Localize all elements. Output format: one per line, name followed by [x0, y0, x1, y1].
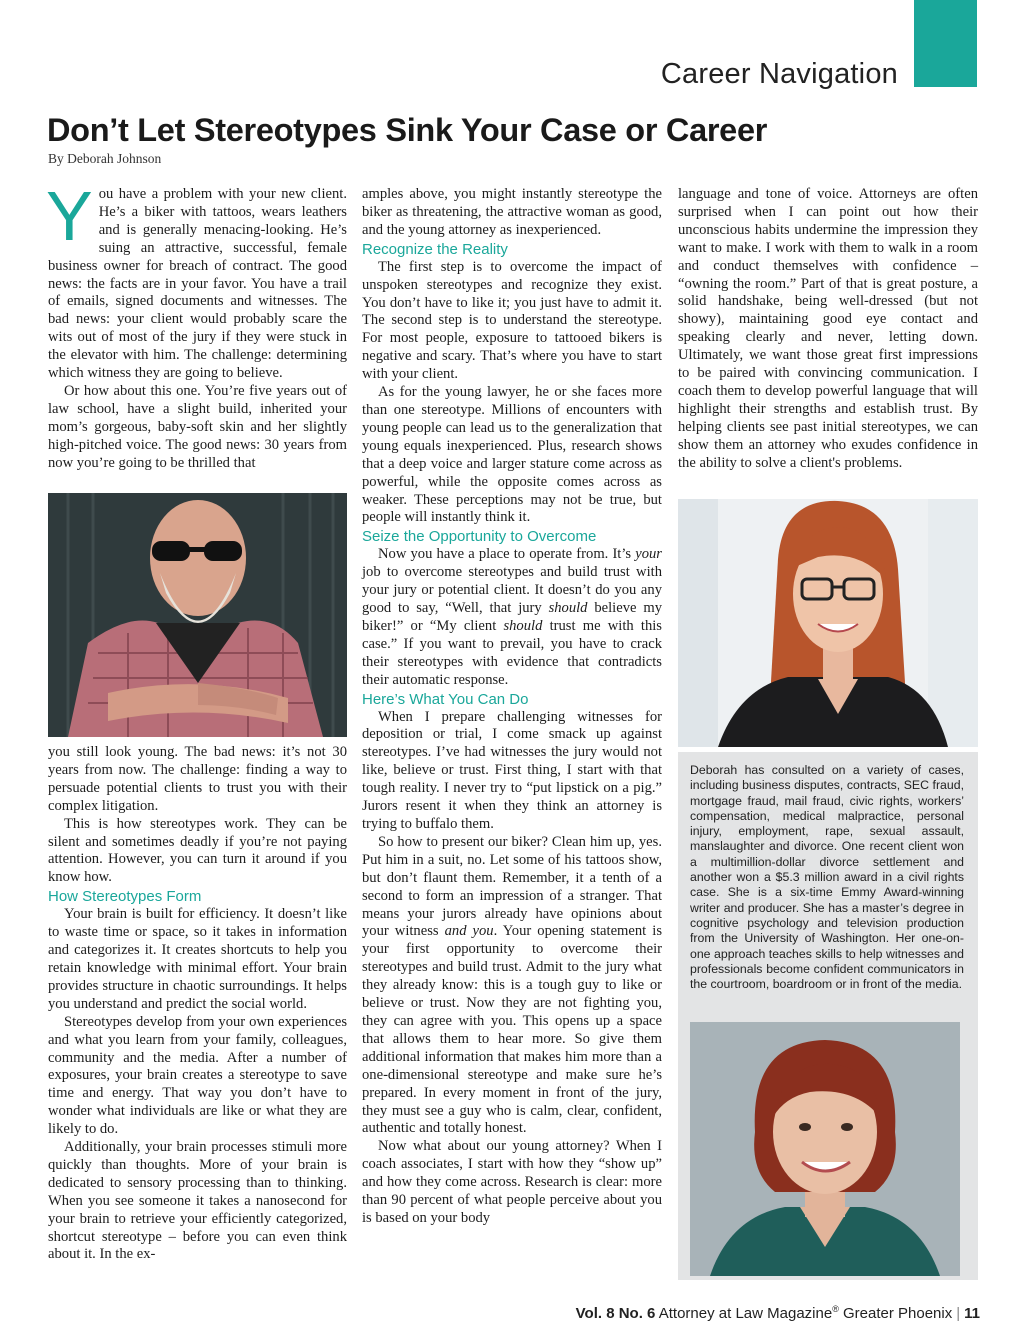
magazine-name: Attorney at Law Magazine [658, 1305, 833, 1322]
page-number: 11 [964, 1305, 980, 1322]
photo-tattooed-biker [48, 493, 347, 737]
footer-separator: | [956, 1305, 961, 1322]
column-3 [678, 186, 978, 473]
photo-young-attorney [678, 499, 978, 747]
section-color-tab [914, 0, 977, 87]
article-headline: Don’t Let Stereotypes Sink Your Case or Career [47, 112, 768, 148]
registered-mark: ® [832, 1304, 839, 1314]
paragraph: language and tone of voice. Attorneys are often surprised when I can point out how their unconscious habits undermine the impression they want to make. I work with them to walk in a room and conduct themselves with confidence – “owning the room.” Part of that is great posture, a solid handshake, being well-dressed (but not showy), maintaining good eye contact and speaking clearly and never, letting down. Ultimately, we want those great first impressions to be paired with convincing communication. I coach them to develop powerful language that will highlight their strengths and establish trust. By helping clients see past initial stereotypes, we can show them an attorney who exudes confidence in the ability to solve a client's problems. [678, 186, 978, 471]
paragraph: You have a problem with your new client. He’s a biker with tattoos, wears leathers and is generally menacing-looking. He’s suing an attractive, successful, female business owner for breach of contract. The good news: the facts are in your favor. You have a trail of emails, signed documents and witnesses. The bad news: your client would probably scare the wits out of most of the jury if they were stuck in the elevator with him. The challenge: determining which witness they are going to believe. [46, 177, 347, 382]
drop-cap: Y [46, 177, 93, 255]
column-1-bottom [48, 744, 347, 1264]
paragraph: The first step is to overcome the impact of unspoken stereotypes and recognize they exist. You don’t have to like it; you just have to admit it. The second step is to understand the stereotype. For most people, exposure to tattooed bikers is negative and scary. That’s where you have to start with your client. [362, 258, 662, 383]
photo-author-deborah-johnson [690, 1022, 960, 1276]
paragraph: Now you have a place to operate from. It’s your job to overcome stereotypes and build trust with your jury or potential client. It doesn’t do you any good to say, “Well, that jury should believe my biker!” or “My client should trust me with this case.” If you want to prevail, you have to crack their stereotypes with evidence that contradicts their automatic response. [362, 546, 662, 688]
paragraph: Or how about this one. You’re five years out of law school, have a slight build, inherited your mom’s gorgeous, baby-soft skin and her slightly high-pitched voice. The good news: 30 years from now you’re going to be thrilled that [48, 382, 347, 471]
paragraph: you still look young. The bad news: it’s not 30 years from now. The challenge: finding a way to persuade potential clients to trust you with their complex litigation. [48, 744, 347, 814]
subheading-how-stereotypes-form: How Stereotypes Form [48, 888, 202, 906]
paragraph: amples above, you might instantly stereotype the biker as threatening, the attractive woman as good, and the young attorney as inexperienced. [362, 186, 662, 238]
paragraph: As for the young lawyer, he or she faces more than one stereotype. Millions of encounters with young people can lead us to the generalization that young equals inexperienced. Plus, research shows that a deep voice and larger stature come across as powerful, while the opposite comes across as weaker. These perceptions may not be true, but people will instantly think it. [362, 384, 662, 526]
page-footer [576, 1304, 980, 1322]
issue-volume: Vol. 8 No. 6 [575, 1305, 656, 1322]
subheading-seize-the-opportunity: Seize the Opportunity to Overcome [362, 528, 597, 546]
column-1-top [46, 177, 347, 473]
section-title: Career Navigation [660, 58, 898, 90]
paragraph: Now what about our young attorney? When I coach associates, I start with how they “show up” and how they come across. Research is clear: more than 90 percent of what people perceive about you is based on your body [362, 1138, 662, 1226]
author-bio: Deborah has consulted on a variety of cases, including business disputes, contracts, SEC fraud, mortgage fraud, mail fraud, civic rights, workers’ compensation, medical malpractice, personal injury, employment, rape, sexual assault, manslaughter and divorce. One recent client won a multimillion-dollar divorce settlement and another won a $5.3 million award in a civil rights case. She is a six-time Emmy Award-winning writer and producer. She has a master’s degree in cognitive psychology and television production from the University of Washington. Her one-on-one approach teaches skills to help witnesses and professionals become confident communicators in the courtroom, boardroom or in front of the media. [690, 763, 964, 992]
subheading-recognize-the-reality: Recognize the Reality [362, 240, 508, 258]
byline: By Deborah Johnson [48, 151, 162, 166]
paragraph: When I prepare challenging witnesses for deposition or trial, I come smack up against stereotypes. I’ve had witnesses the jury would not like, believe or trust. First thing, I start with that tough reality. I never try to “put lipstick on a pig.” Jurors resent it when they think an attorney is trying to buffalo them. [362, 708, 662, 832]
paragraph: This is how stereotypes work. They can be silent and sometimes deadly if you’re not paying attention. However, you can turn it around if you know how. [48, 815, 347, 886]
subheading-heres-what-you-can-do: Here’s What You Can Do [362, 690, 529, 708]
column-2 [362, 186, 662, 1228]
paragraph: Additionally, your brain processes stimuli more quickly than thoughts. More of your brain is dedicated to sensory processing than to thinking. When you see someone it takes a nanosecond for your brain to retrieve your efficiently categorized, shortcut stereotype – before you can even think about it. In the ex- [48, 1139, 347, 1263]
paragraph: So how to present our biker? Clean him up, yes. Put him in a suit, no. Let some of his tattoos show, but don’t flaunt them. Remember, it a tenth of a second to form an impression of a stranger. That means your jurors already have opinions about your witness and you. Your opening statement is your first opportunity to overcome their stereotypes and build trust. Admit to the jury what they already know: this is a tough guy to like or believe or trust. Now they are not fighting you, they can agree with you. This opens up a space that allows them to hear more. So give them additional information that makes him more than a one-dimensional stereotype and make sure he’s prepared. In every moment in front of the jury, they must see a guy who is calm, clear, confident, authentic and totally honest. [362, 833, 662, 1137]
edition-name: Greater Phoenix [843, 1305, 953, 1322]
paragraph: Stereotypes develop from your own experiences and what you learn from your family, colleagues, community and the media. After a number of exposures, your brain creates a stereotype to save time and energy. That way you don’t have to wonder what individuals are like or what they are likely to do. [48, 1013, 347, 1138]
paragraph: Your brain is built for efficiency. It doesn’t like to waste time or space, so it takes in information and categorizes it. It creates shortcuts to help you retain knowledge with minimal effort. Your brain provides structure in chaotic surroundings. It helps you understand and predict the social world. [48, 906, 347, 1012]
